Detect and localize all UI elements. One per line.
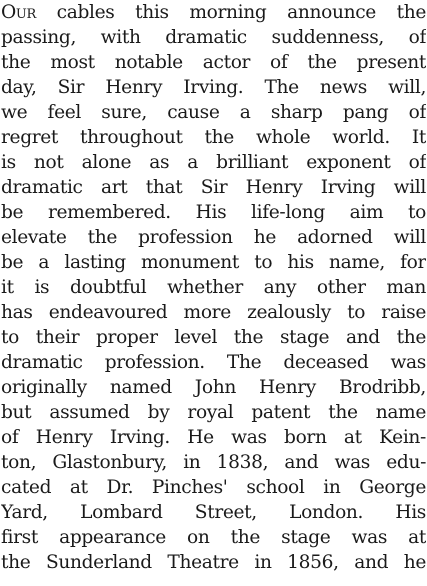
text-line-18: of Henry Irving. He was born at Kein- [1,427,426,448]
text-line-4: day, Sir Henry Irving. The news will, [1,77,426,98]
opening-word: Our [1,2,36,23]
text-line-10: elevate the profession he adorned will [1,227,426,248]
text-line-14: to their proper level the stage and the [1,327,426,348]
text-line-8: dramatic art that Sir Henry Irving will [1,177,426,198]
text-line-12: it is doubtful whether any other man [1,277,426,298]
text-line-3: the most notable actor of the present [1,52,426,73]
text-line-7: is not alone as a brilliant exponent of [1,152,426,173]
text-line-2: passing, with dramatic suddenness, of [1,27,426,48]
text-line-20: cated at Dr. Pinches' school in George [1,477,426,498]
text-line-17: but assumed by royal patent the name [1,402,426,423]
text-line-9: be remembered. His life-long aim to [1,202,426,223]
text-line-15: dramatic profession. The deceased was [1,352,426,373]
text-line-19: ton, Glastonbury, in 1838, and was edu- [1,452,426,473]
text-line-1 [1,1,426,25]
text-line-22: first appearance on the stage was at [1,527,426,548]
text-line-1-rest: cables this morning announce the [56,2,426,23]
text-line-21: Yard, Lombard Street, London. His [1,502,426,523]
text-line-6: regret throughout the whole world. It [1,127,426,148]
text-line-11: be a lasting monument to his name, for [1,252,426,273]
text-line-16: originally named John Henry Brodribb, [1,377,426,398]
text-line-5: we feel sure, cause a sharp pang of [1,102,426,123]
text-line-13: has endeavoured more zealously to raise [1,302,426,323]
text-line-23: the Sunderland Theatre in 1856, and he [1,552,426,573]
